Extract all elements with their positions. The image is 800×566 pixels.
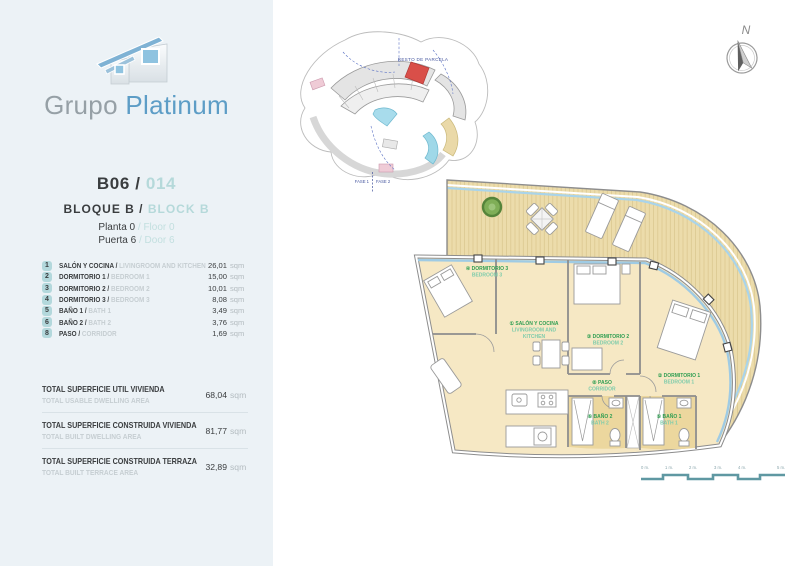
room-area: 3,49 [212,306,227,316]
total-built-area [42,412,248,448]
room-area: 10,01 [207,283,227,293]
room-name: DORMITORIO 1 / BEDROOM 1 [59,272,150,282]
label-salon-es: ① SALÓN Y COCINA [509,321,559,327]
scale-bar [638,458,790,490]
fase1-label: FASE 1 [354,179,369,184]
room-name: SALÓN Y COCINA / LIVINGROOM AND KITCHEN [59,261,206,271]
room-area: 8,08 [212,295,227,305]
compass [716,20,768,82]
label-dorm1-en: BEDROOM 1 [663,379,695,386]
room-name: BAÑO 2 / BATH 2 [59,317,112,327]
floor-plan [388,158,788,478]
total-terrace-area [42,448,248,484]
brand-name [0,90,273,121]
room-row [42,271,248,282]
scale-label-4: 4 m. [738,465,747,470]
label-salon-en1: LIVINGROOM AND [511,327,557,334]
room-number-badge: 2 [42,272,52,282]
label-dorm2-en: BEDROOM 2 [592,340,624,347]
room-name: DORMITORIO 3 / BEDROOM 3 [59,295,150,305]
total-value: 81,77 [205,425,227,436]
label-dorm1-es: ② DORMITORIO 1 [657,373,701,379]
room-row [42,260,248,271]
scale-steps [641,475,785,479]
unit-door: Puerta 6 / Door 6 [98,235,175,246]
total-unit: sqm [230,389,247,400]
scale-label-2: 2 m. [689,465,698,470]
label-dorm3-es: ④ DORMITORIO 3 [465,266,509,272]
room-area-unit: sqm [230,261,245,271]
room-row [42,294,248,305]
resto-de-parcela-label: RESTO DE PARCELA [397,57,449,62]
brand-name-gray: Grupo [44,90,118,120]
brand-name-blue: Platinum [125,90,229,120]
room-area-unit: sqm [230,306,245,316]
room-number-badge: 3 [42,283,52,293]
scale-labels [641,465,785,470]
label-bano1-en: BATH 1 [660,420,678,427]
unit-floor: Planta 0 / Floor 0 [98,222,175,233]
room-area-unit: sqm [230,272,245,282]
room-name: PASO / CORRIDOR [59,328,117,338]
room-area-unit: sqm [230,328,245,338]
total-label-es: TOTAL SUPERFICIE CONSTRUIDA VIVIENDA [42,420,197,430]
total-label-en: TOTAL BUILT DWELLING AREA [42,432,142,441]
room-list [42,260,248,339]
room-name: DORMITORIO 2 / BEDROOM 2 [59,283,150,293]
scale-label-3: 3 m. [714,465,723,470]
room-row [42,328,248,339]
total-label-en: TOTAL USABLE DWELLING AREA [42,396,150,405]
room-area-unit: sqm [230,295,245,305]
label-bano2-en: BATH 2 [591,420,609,427]
room-area: 26,01 [207,261,227,271]
unit-block: BLOQUE B / BLOCK B [63,202,210,216]
label-paso-en: CORRIDOR [588,386,616,393]
total-unit: sqm [230,461,247,472]
room-row [42,305,248,316]
total-unit: sqm [230,425,247,436]
scale-label-0: 0 m. [641,465,650,470]
unit-code: B06 / 014 [96,174,177,193]
room-number-badge: 5 [42,306,52,316]
totals-section [42,377,248,484]
label-salon-en2: KITCHEN [522,334,546,340]
total-value: 32,89 [205,461,227,472]
room-area: 1,69 [212,328,227,338]
room-number-badge: 4 [42,295,52,305]
scale-label-5: 5 m. [777,465,786,470]
label-bano2-es: ⑥ BAÑO 2 [587,414,613,420]
unit-title-block [0,174,273,246]
scale-label-1: 1 m. [665,465,674,470]
label-dorm3-en: BEDROOM 3 [471,272,503,279]
room-row [42,316,248,327]
wardrobe-dorm2 [572,348,602,370]
total-label-en: TOTAL BUILT TERRACE AREA [42,468,139,477]
room-area-unit: sqm [230,317,245,327]
room-area: 3,76 [212,317,227,327]
room-number-badge: 1 [42,261,52,271]
label-bano1-es: ⑤ BAÑO 1 [656,414,682,420]
house-logo-icon [89,28,185,90]
terrace-plant [483,198,501,216]
room-area-unit: sqm [230,283,245,293]
north-arrow-icon [723,37,760,76]
total-usable-area [42,377,248,412]
label-paso-es: ⑧ PASO [592,380,612,386]
north-label: N [741,23,751,37]
sidebar [0,0,273,566]
fase2-label: FASE 2 [376,179,391,184]
total-value: 68,04 [205,389,227,400]
brand-logo [0,28,273,121]
label-dorm2-es: ③ DORMITORIO 2 [586,334,630,340]
room-number-badge: 6 [42,317,52,327]
room-number-badge: 8 [42,328,52,338]
room-name: BAÑO 1 / BATH 1 [59,306,112,316]
total-label-es: TOTAL SUPERFICIE UTIL VIVIENDA [42,384,165,394]
total-label-es: TOTAL SUPERFICIE CONSTRUIDA TERRAZA [42,456,197,466]
room-row [42,283,248,294]
room-area: 15,00 [207,272,227,282]
